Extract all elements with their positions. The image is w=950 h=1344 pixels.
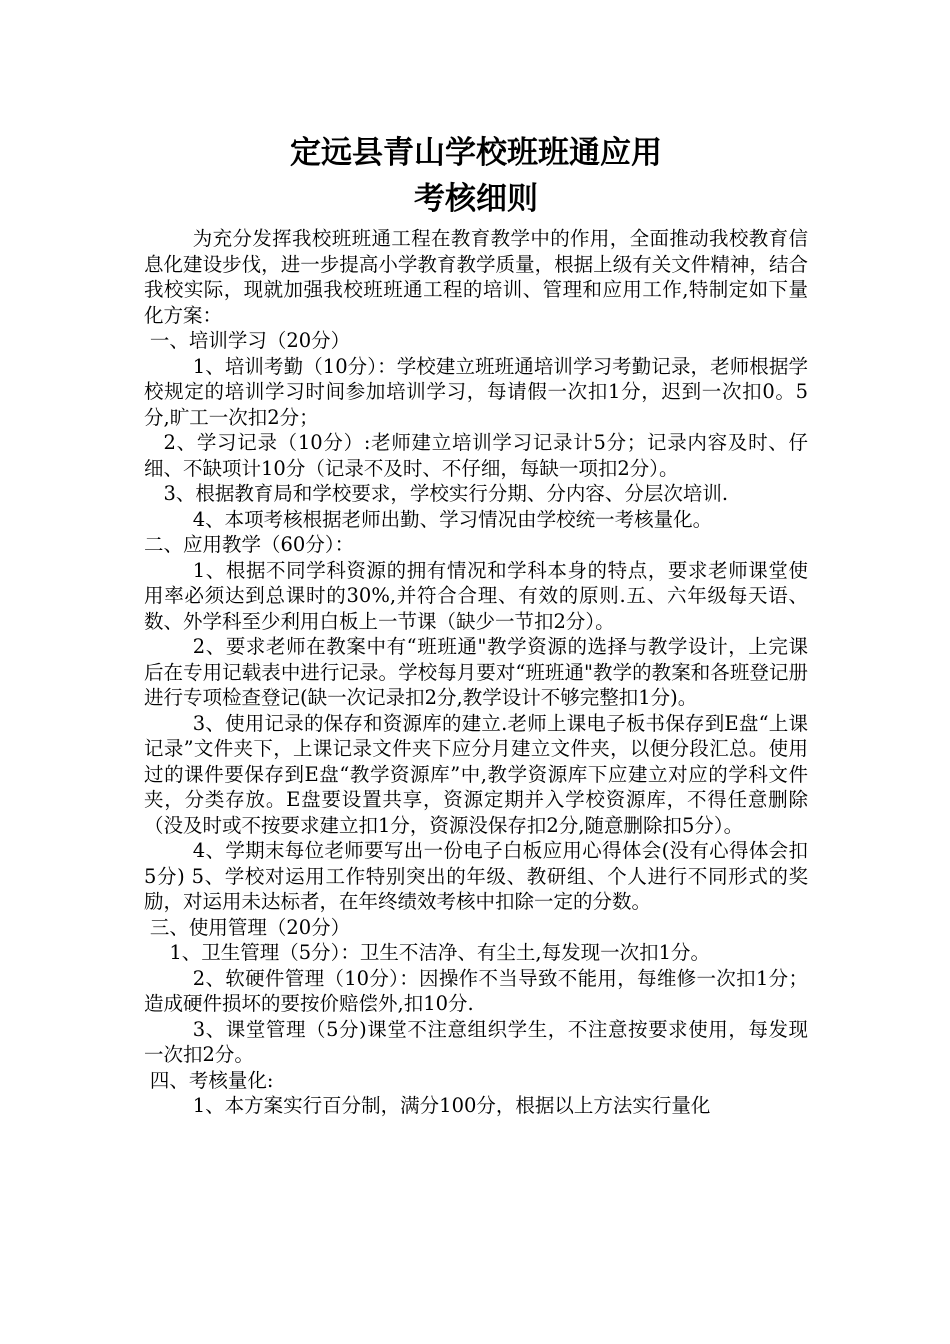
teaching-item-3: 3、使用记录的保存和资源库的建立.老师上课电子板书保存到E盘“上课记录”文件夹下，上课记录文件夹下应分月建立文件夹，以便分段汇总。使用过的课件要保存到E盘“教学资源库”中,教学资源库下应建立对应的学科文件夹，分类存放。E盘要设置共享，资源定期并入学校资源库，不得任意删除（没及时或不按要求建立扣1分，资源没保存扣2分,随意删除扣5分）。 — [144, 711, 808, 837]
training-item-1: 1、培训考勤（10分）：学校建立班班通培训学习考勤记录，老师根据学校规定的培训学习时间参加培训学习，每请假一次扣1分，迟到一次扣0。5分,旷工一次扣2分； — [144, 354, 808, 429]
section-heading-management: 三、使用管理（20分） — [149, 915, 351, 939]
training-item-2: 2、学习记录（10分）:老师建立培训学习记录计5分；记录内容及时、仔细、不缺项计10分（记录不及时、不仔细，每缺一项扣2分）。 — [144, 431, 808, 480]
management-item-1: 1、卫生管理（5分）：卫生不洁净、有尘土,每发现一次扣1分。 — [169, 941, 711, 964]
section-heading-assessment: 四、考核量化: — [149, 1068, 274, 1092]
section-heading-training: 一、培训学习（20分） — [149, 329, 351, 352]
training-item-4: 4、本项考核根据老师出勤、学习情况由学校统一考核量化。 — [192, 507, 713, 531]
intro-paragraph: 为充分发挥我校班班通工程在教育教学中的作用，全面推动我校教育信息化建设步伐，进一步提高小学教育教学质量，根据上级有关文件精神，结合我校实际，现就加强我校班班通工程的培训、管理和应用工作,特制定如下量化方案： — [144, 227, 808, 327]
assessment-item-1: 1、本方案实行百分制，满分100分，根据以上方法实行量化 — [192, 1094, 711, 1117]
training-item-3: 3、根据教育局和学校要求，学校实行分期、分内容、分层次培训. — [163, 482, 729, 505]
teaching-item-1: 1、根据不同学科资源的拥有情况和学科本身的特点，要求老师课堂使用率必须达到总课时的30%,并符合合理、有效的原则.五、六年级每天语、数、外学科至少利用白板上一节课（缺少一节扣2分）。 — [144, 558, 808, 633]
document-title-line2: 考核细则 — [414, 181, 538, 217]
management-item-3: 3、课堂管理（5分)课堂不注意组织学生，不注意按要求使用，每发现一次扣2分。 — [144, 1017, 808, 1066]
teaching-item-4: 4、学期末每位老师要写出一份电子白板应用心得体会(没有心得体会扣5分) 5、学校对运用工作特别突出的年级、教研组、个人进行不同形式的奖励，对运用未达标者，在年终绩效考核中扣除一定的分数。 — [144, 839, 808, 913]
section-heading-teaching: 二、应用教学（60分）： — [144, 533, 355, 556]
document-title-line1: 定远县青山学校班班通应用 — [290, 135, 662, 171]
teaching-item-2: 2、要求老师在教案中有“班班通"教学资源的选择与教学设计，上完课后在专用记载表中进行记录。学校每月要对“班班通"教学的教案和各班登记册进行专项检查登记(缺一次记录扣2分,教学设计不够完整扣1分)。 — [144, 635, 808, 709]
management-item-2: 2、软硬件管理（10分）：因操作不当导致不能用，每维修一次扣1分；造成硬件损坏的要按价赔偿外,扣10分. — [144, 966, 808, 1015]
document-page — [144, 130, 808, 1119]
